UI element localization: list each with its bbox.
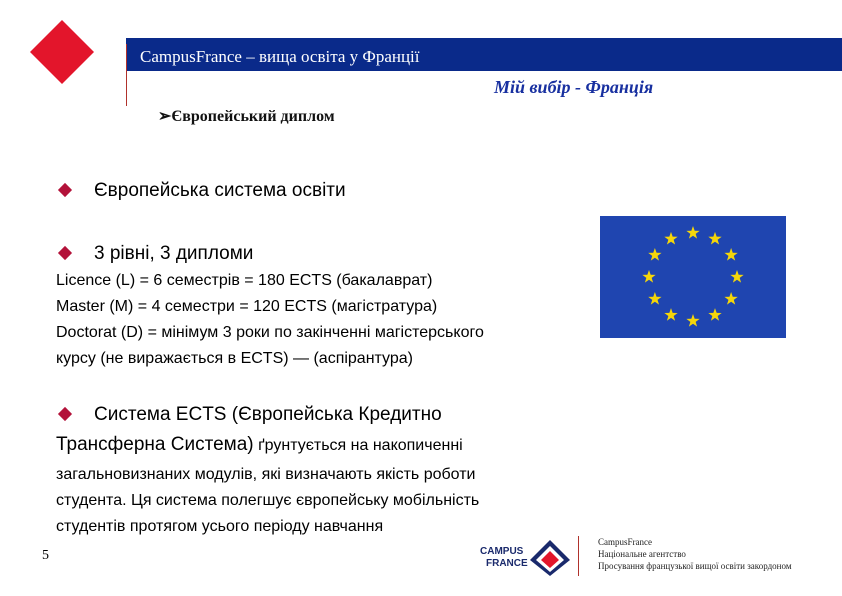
degree-desc: = 6 семестрів = 180 ECTS (бакалаврат) (135, 272, 433, 289)
ects-continuation (56, 434, 463, 456)
degree-line (56, 320, 484, 346)
flag-star-icon (724, 292, 737, 305)
degree-continuation: курсу (не виражається в ECTS) — (аспірантура) (56, 350, 413, 367)
ects-continuation-large: Трансферна Система) (56, 434, 254, 455)
flag-star-icon (724, 248, 737, 261)
ects-line: студентів протягом усього періоду навчання (56, 518, 384, 535)
degree-name: Doctorat (D) (56, 324, 144, 341)
page-number: 5 (42, 548, 49, 563)
bullet-item (56, 180, 346, 202)
bullet-item (56, 243, 253, 265)
flag-star-icon (708, 308, 721, 321)
degree-name: Master (M) (56, 298, 134, 315)
flag-star-icon (664, 232, 677, 245)
footer-agency-info (598, 536, 792, 572)
ects-line: студента. Ця система полегшує європейську мобільність (56, 492, 480, 509)
footer-line: Національне агентство (598, 549, 686, 559)
bullet-text: Європейська система освіти (94, 180, 346, 201)
footer-line: Просування французької вищої освіти закордоном (598, 561, 792, 571)
bullet-text: Система ECTS (Європейська Кредитно (94, 404, 442, 425)
flag-star-icon (642, 270, 655, 283)
footer-line: CampusFrance (598, 537, 652, 547)
degrees-list (56, 268, 484, 372)
flag-star-icon (708, 232, 721, 245)
flag-star-icon (648, 248, 661, 261)
degree-name: Licence (L) (56, 272, 136, 289)
header-divider (126, 44, 127, 106)
eu-flag-image (600, 216, 786, 338)
diamond-bullet-icon (58, 246, 72, 260)
section-title-text: Європейський диплом (171, 108, 335, 125)
flag-star-icon (686, 314, 699, 327)
flag-star-icon (730, 270, 743, 283)
campusfrance-diamond-logo (28, 18, 96, 86)
header-title: CampusFrance – вища освіта у Франції (140, 47, 420, 66)
arrow-bullet-icon: ➢ (158, 108, 172, 125)
bullet-item (56, 404, 442, 426)
bullet-text: 3 рівні, 3 дипломи (94, 243, 254, 264)
footer-divider (578, 536, 579, 576)
flag-star-icon (648, 292, 661, 305)
logo-text-france: FRANCE (486, 558, 528, 569)
ects-continuation-small: ґрунтується на накопиченні (253, 437, 463, 454)
diamond-bullet-icon (58, 407, 72, 421)
degree-desc: = 4 семестри = 120 ECTS (магістратура) (133, 298, 438, 315)
ects-line: загальновизнаних модулів, які визначають якість роботи (56, 466, 476, 483)
flag-star-icon (664, 308, 677, 321)
section-title (158, 106, 335, 126)
campusfrance-logo (480, 538, 572, 578)
diamond-bullet-icon (58, 183, 72, 197)
degree-line (56, 268, 484, 294)
ects-description (56, 462, 479, 540)
degree-line (56, 294, 484, 320)
logo-diamond-pattern-icon (530, 540, 570, 576)
degree-desc: = мінімум 3 роки по закінченні магістерського (143, 324, 484, 341)
flag-star-icon (686, 226, 699, 239)
logo-text-campus: CAMPUS (480, 546, 524, 557)
page-subtitle: Мій вибір - Франція (494, 77, 654, 97)
